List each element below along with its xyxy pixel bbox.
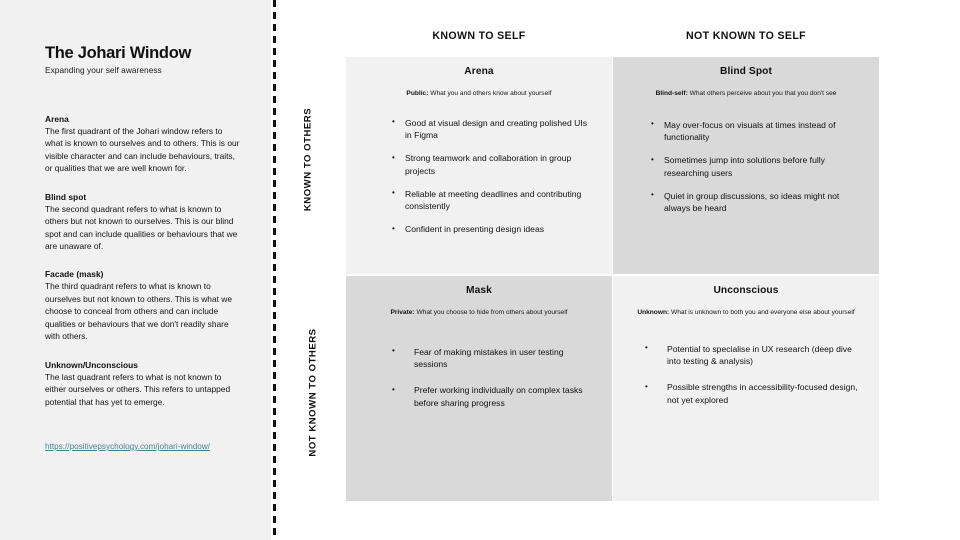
sidebar-section-facade-heading: Facade (mask) bbox=[45, 269, 104, 280]
list-item: • Quiet in group discussions, so ideas might not always be heard bbox=[649, 190, 859, 214]
column-header-known-to-self: KNOWN TO SELF bbox=[432, 30, 526, 42]
sidebar-section-arena bbox=[45, 114, 241, 175]
quadrant-blind-spot-bullet-list bbox=[649, 119, 859, 214]
quadrant-unconscious-caption-text: What is unknown to both you and everyone else about yourself bbox=[669, 309, 855, 316]
quadrant-unconscious-title: Unconscious bbox=[713, 285, 779, 296]
quadrant-unconscious-bullet-list bbox=[649, 343, 859, 406]
page-title: The Johari Window bbox=[45, 44, 192, 62]
quadrant-blind-spot-caption bbox=[635, 90, 857, 99]
sidebar-section-unknown-heading: Unknown/Unconscious bbox=[45, 359, 138, 370]
list-item: • Good at visual design and creating polished UIs in Figma bbox=[390, 117, 588, 141]
sidebar-section-blind-spot-heading: Blind spot bbox=[45, 191, 87, 202]
quadrant-blind-spot-caption-text: What others perceive about you that you don't see bbox=[687, 90, 837, 97]
johari-matrix bbox=[302, 30, 879, 501]
quadrant-blind-spot-title: Blind Spot bbox=[720, 66, 772, 77]
quadrant-blind-spot-caption-label: Blind-self: bbox=[655, 90, 688, 97]
quadrant-arena-caption-label: Public: bbox=[406, 90, 429, 97]
source-link[interactable]: https://positivepsychology.com/johari-window/ bbox=[45, 441, 211, 451]
quadrant-arena-caption bbox=[368, 90, 590, 99]
quadrant-arena-bullet-list bbox=[390, 117, 588, 235]
list-item: • Prefer working individually on complex tasks before sharing progress bbox=[396, 384, 588, 408]
list-item: • Potential to specialise in UX research (deep dive into testing & analysis) bbox=[649, 343, 859, 367]
sidebar-section-facade-body: The third quadrant refers to what is known to ourselves but not known to others. This is what we choose to conceal from others and can include qualities or behaviours that we don't readily share with others. bbox=[45, 281, 232, 342]
list-item: • Sometimes jump into solutions before fully researching users bbox=[649, 154, 859, 178]
list-item: • May over-focus on visuals at times instead of functionality bbox=[649, 119, 859, 143]
sidebar-section-blind-spot-body: The second quadrant refers to what is known to others but not known to ourselves. This is our blind spot and can include qualities or behaviours that we are unaware of. bbox=[45, 203, 238, 252]
quadrant-unconscious-caption-label: Unknown: bbox=[637, 309, 670, 316]
source-link-container bbox=[45, 436, 241, 454]
sidebar-section-blind-spot bbox=[45, 192, 241, 253]
list-item: • Strong teamwork and collaboration in group projects bbox=[390, 152, 588, 176]
sidebar-section-unknown bbox=[45, 360, 241, 408]
quadrant-mask-caption bbox=[368, 309, 590, 318]
quadrant-blind-spot[interactable] bbox=[613, 57, 879, 274]
quadrant-arena-caption-text: What you and others know about yourself bbox=[428, 90, 552, 97]
sidebar-section-arena-heading: Arena bbox=[45, 113, 69, 124]
dashed-divider bbox=[273, 0, 276, 540]
quadrant-arena[interactable] bbox=[346, 57, 612, 274]
quadrant-arena-title: Arena bbox=[464, 66, 494, 77]
page-subtitle: Expanding your self awareness bbox=[45, 64, 162, 75]
column-header-not-known-to-self: NOT KNOWN TO SELF bbox=[686, 30, 806, 42]
quadrant-mask-title: Mask bbox=[466, 285, 492, 296]
sidebar-section-unknown-body: The last quadrant refers to what is not known to either ourselves or others. This refers to untapped potential that has yet to emerge. bbox=[45, 371, 231, 407]
list-item: • Reliable at meeting deadlines and contributing consistently bbox=[390, 188, 588, 212]
sidebar-section-arena-body: The first quadrant of the Johari window refers to what is known to ourselves and to others. This is our visible character and can include behaviours, traits, or qualities that we are well known for. bbox=[45, 125, 240, 174]
quadrant-mask[interactable] bbox=[346, 276, 612, 501]
quadrant-mask-caption-text: What you choose to hide from others about yourself bbox=[414, 309, 568, 316]
sidebar-panel bbox=[0, 0, 271, 540]
quadrant-mask-bullet-list bbox=[396, 346, 588, 409]
quadrant-mask-caption-label: Private: bbox=[390, 309, 415, 316]
quadrant-unconscious-caption bbox=[635, 309, 857, 318]
sidebar-content bbox=[45, 44, 241, 454]
quadrant-unconscious[interactable] bbox=[613, 276, 879, 501]
sidebar-section-facade bbox=[45, 269, 241, 342]
row-header-known-to-others: KNOWN TO OTHERS bbox=[302, 107, 314, 212]
list-item: • Possible strengths in accessibility-focused design, not yet explored bbox=[649, 381, 859, 405]
row-header-not-known-to-others: NOT KNOWN TO OTHERS bbox=[307, 328, 319, 457]
list-item: • Fear of making mistakes in user testing sessions bbox=[396, 346, 588, 370]
list-item: • Confident in presenting design ideas bbox=[390, 223, 588, 235]
